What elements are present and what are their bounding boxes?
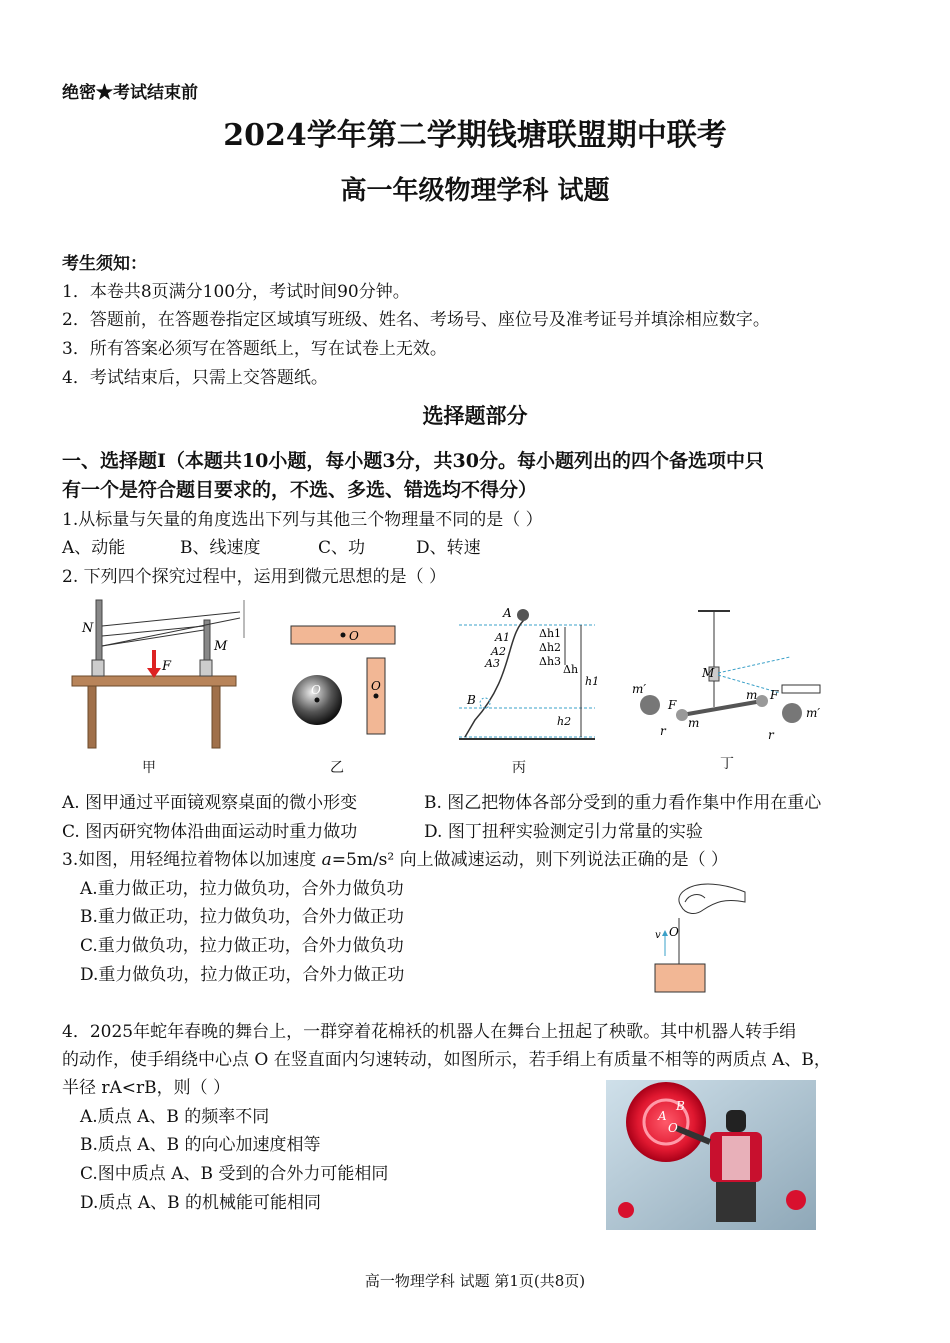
notice-item: 4．考试结束后，只需上交答题纸。 <box>62 368 328 388</box>
figure-jia-mirror-table <box>62 598 252 758</box>
bing-label-h2: h2 <box>557 715 572 728</box>
q2-stem: 2. 下列四个探究过程中，运用到微元思想的是（ ） <box>62 567 447 587</box>
q2-option-b: B. 图乙把物体各部分受到的重力看作集中作用在重心 <box>424 793 822 813</box>
confidential-mark: 绝密★考试结束前 <box>62 83 198 103</box>
q2-option-a: A. 图甲通过平面镜观察桌面的微小形变 <box>62 793 358 813</box>
q3-stem-accel-symbol: a <box>321 850 332 870</box>
q4-stem-line2: 的动作，使手绢绕中心点 O 在竖直面内匀速转动，如图所示，若手绢上有质量不相等的两质点 A、B， <box>62 1050 831 1070</box>
figure-bing-curved-surface <box>455 605 605 750</box>
exam-title: 2024学年第二学期钱塘联盟期中联考 <box>223 118 727 153</box>
ding-label-m1: m <box>688 716 700 730</box>
bing-label-dh2: Δh2 <box>539 641 562 654</box>
notice-heading: 考生须知： <box>62 254 147 274</box>
q2-option-d: D. 图丁扭秤实验测定引力常量的实验 <box>424 822 703 842</box>
figure-label-yi: 乙 <box>330 760 344 776</box>
figure-q4-robot-photo <box>606 1080 816 1230</box>
bing-label-a: A <box>503 606 512 620</box>
exam-subtitle: 高一年级物理学科 试题 <box>340 176 610 206</box>
q1-option-d: D、转速 <box>416 538 481 558</box>
section-title: 选择题部分 <box>422 403 528 428</box>
notice-item: 2．答题前，在答题卷指定区域填写班级、姓名、考场号、座位号及准考证号并填涂相应数字。 <box>62 310 770 330</box>
bing-label-a2: A2 <box>491 645 506 658</box>
q3-stem-part1: 3.如图，用轻绳拉着物体以加速度 <box>62 850 322 870</box>
figure-ding-torsion-balance <box>630 605 845 750</box>
q4-fig-label-a: A <box>658 1109 667 1123</box>
jia-label-m: M <box>214 639 228 654</box>
q3-fig-label-o: O <box>669 925 679 939</box>
figure-label-ding: 丁 <box>720 756 734 772</box>
bing-label-dh1: Δh1 <box>539 627 562 640</box>
q1-option-b: B、线速度 <box>180 538 261 558</box>
bing-label-a3: A3 <box>485 657 500 670</box>
q1-stem: 1.从标量与矢量的角度选出下列与其他三个物理量不同的是（ ） <box>62 510 543 530</box>
q3-option-a: A.重力做正功，拉力做负功，合外力做负功 <box>80 879 404 899</box>
yi-label-o3: O <box>371 679 381 693</box>
q4-fig-label-o: O <box>668 1121 678 1135</box>
ding-label-m-center: M <box>702 666 715 680</box>
ding-label-m-prime1: m′ <box>632 682 647 696</box>
q4-option-c: C.图中质点 A、B 受到的合外力可能相同 <box>80 1164 389 1184</box>
page-footer: 高一物理学科 试题 第1页(共8页) <box>364 1272 586 1290</box>
q4-fig-label-b: B <box>676 1099 685 1113</box>
ding-label-r1: r <box>660 724 666 738</box>
q1-option-a: A、动能 <box>62 538 126 558</box>
yi-label-o2: O <box>311 683 321 697</box>
q2-option-c: C. 图丙研究物体沿曲面运动时重力做功 <box>62 822 358 842</box>
q3-stem-part2: =5m/s² 向上做减速运动，则下列说法正确的是（ ） <box>331 850 729 870</box>
q1-option-c: C、功 <box>318 538 366 558</box>
part1-heading-line2: 有一个是符合题目要求的，不选、多选、错选均不得分） <box>62 479 538 501</box>
figure-label-jia: 甲 <box>142 760 156 776</box>
ding-label-f1: F <box>668 698 677 712</box>
q3-option-c: C.重力做负功，拉力做正功，合外力做负功 <box>80 936 404 956</box>
jia-label-f: F <box>162 659 172 674</box>
ding-label-f2: F <box>770 688 779 702</box>
q3-option-b: B.重力做正功，拉力做负功，合外力做正功 <box>80 907 404 927</box>
figure-q3-hand-rope-box <box>645 880 755 995</box>
ding-label-r2: r <box>768 728 774 742</box>
q4-option-a: A.质点 A、B 的频率不同 <box>80 1107 270 1127</box>
q4-stem-line1: 4．2025年蛇年春晚的舞台上，一群穿着花棉袄的机器人在舞台上扭起了秧歌。其中机器人转手绢 <box>62 1022 797 1042</box>
ding-label-m-prime2: m′ <box>806 706 821 720</box>
bing-label-dh3: Δh3 <box>539 655 562 668</box>
bing-label-dh: Δh <box>563 663 579 676</box>
bing-label-h1: h1 <box>585 675 600 688</box>
bing-label-b: B <box>467 693 476 707</box>
notice-item: 3．所有答案必须写在答题纸上，写在试卷上无效。 <box>62 339 447 359</box>
q4-stem-line3: 半径 rA<rB，则（ ） <box>62 1078 231 1098</box>
q3-stem <box>62 845 728 870</box>
jia-label-n: N <box>82 621 94 636</box>
q3-option-d: D.重力做负功，拉力做正功，合外力做正功 <box>80 965 405 985</box>
figure-label-bing: 丙 <box>512 760 526 776</box>
ding-label-m2: m <box>746 688 758 702</box>
q4-option-b: B.质点 A、B 的向心加速度相等 <box>80 1135 321 1155</box>
q4-option-d: D.质点 A、B 的机械能可能相同 <box>80 1193 322 1213</box>
part1-heading-line1: 一、选择题Ⅰ（本题共10小题，每小题3分，共30分。每小题列出的四个备选项中只 <box>62 450 764 472</box>
bing-label-a1: A1 <box>495 631 510 644</box>
figure-yi-center-of-gravity <box>285 620 400 740</box>
yi-label-o1: O <box>349 629 359 643</box>
q3-fig-label-v: v <box>655 930 661 941</box>
notice-item: 1．本卷共8页满分100分，考试时间90分钟。 <box>62 282 410 302</box>
